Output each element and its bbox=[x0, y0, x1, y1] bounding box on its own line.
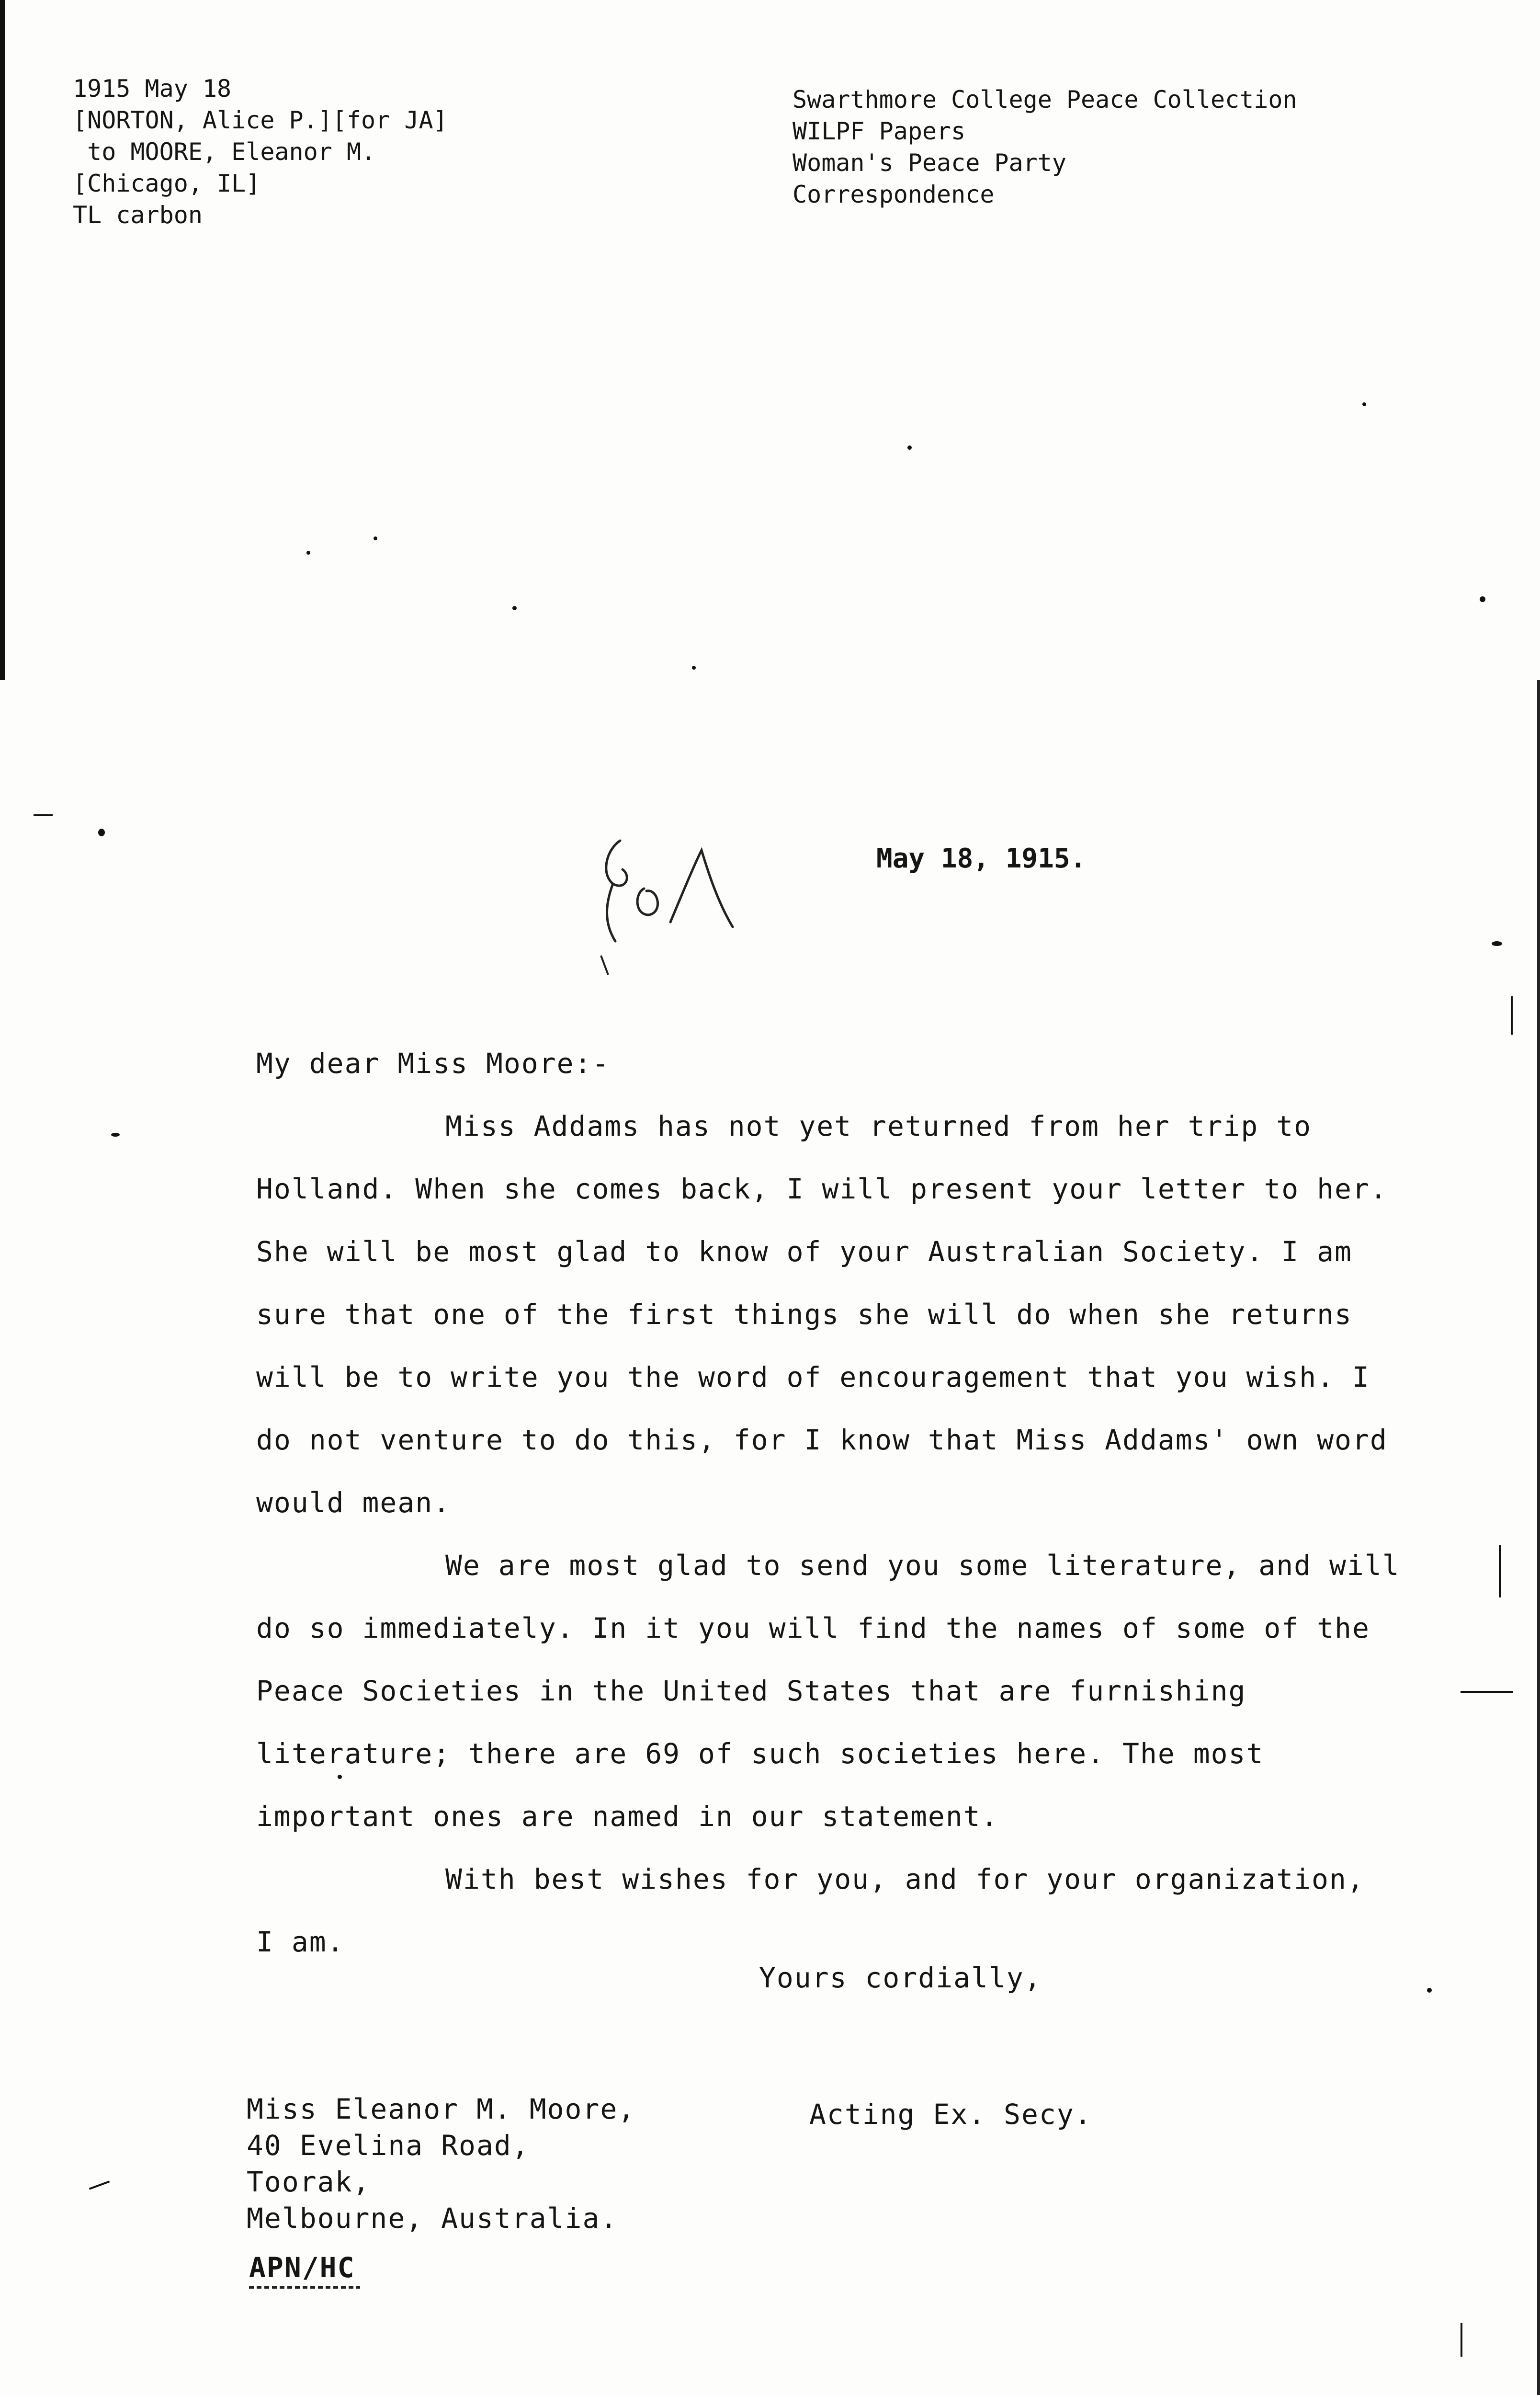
scan-dash bbox=[89, 2180, 110, 2190]
collection-info bbox=[793, 84, 1297, 210]
scan-dash bbox=[1499, 1545, 1501, 1597]
addressee-suburb: Toorak, bbox=[247, 2166, 371, 2198]
scan-speck bbox=[1362, 402, 1366, 406]
scan-speck bbox=[1427, 1988, 1432, 1993]
paragraph-2: We are most glad to send you some literature, and will do so immediately. In it you will find the names of some of the Peace Societies in the United States that are furnishing literature; there are 69 of such societies here. The most important ones are named in our statement. bbox=[256, 1549, 1400, 1833]
scan-speck bbox=[374, 536, 377, 540]
catalog-citation bbox=[73, 73, 448, 231]
scan-dash bbox=[1461, 2323, 1462, 2357]
scan-speck bbox=[907, 445, 912, 450]
addressee-block bbox=[247, 2091, 635, 2236]
closing-line: I am. bbox=[256, 1926, 345, 1958]
scan-speck bbox=[692, 666, 696, 670]
collection-name: Swarthmore College Peace Collection bbox=[793, 86, 1297, 114]
letter-body bbox=[256, 1032, 1415, 1973]
scan-speck bbox=[512, 606, 517, 610]
handwritten-annotation-icon bbox=[587, 831, 759, 975]
collection-papers: WILPF Papers bbox=[793, 117, 966, 145]
scan-border-left bbox=[0, 0, 5, 680]
collection-subseries: Correspondence bbox=[793, 181, 995, 208]
letter-date: May 18, 1915. bbox=[876, 843, 1087, 874]
scan-dash bbox=[1511, 996, 1513, 1035]
scan-speck bbox=[1492, 941, 1502, 946]
addressee-name: Miss Eleanor M. Moore, bbox=[247, 2093, 636, 2125]
addressee-city: Melbourne, Australia. bbox=[247, 2202, 618, 2235]
catalog-date: 1915 May 18 bbox=[73, 75, 232, 103]
catalog-place: [Chicago, IL] bbox=[73, 170, 260, 197]
scan-speck bbox=[98, 829, 105, 836]
scan-dash bbox=[1461, 1691, 1513, 1693]
addressee-street: 40 Evelina Road, bbox=[247, 2129, 530, 2162]
salutation: My dear Miss Moore:- bbox=[256, 1047, 610, 1080]
scan-dash bbox=[34, 814, 53, 816]
collection-series: Woman's Peace Party bbox=[793, 149, 1066, 177]
scan-border-right bbox=[1537, 680, 1540, 2395]
complimentary-close: Yours cordially, bbox=[759, 1962, 1042, 1994]
scan-speck bbox=[338, 1775, 342, 1779]
typist-initials: APN/HC bbox=[249, 2251, 355, 2284]
scan-speck bbox=[306, 551, 310, 555]
scan-speck bbox=[111, 1133, 120, 1137]
catalog-recipient: to MOORE, Eleanor M. bbox=[73, 138, 376, 166]
paragraph-3: With best wishes for you, and for your organization, bbox=[445, 1863, 1365, 1895]
scan-speck bbox=[1480, 596, 1485, 602]
catalog-format: TL carbon bbox=[73, 201, 203, 229]
signature-title: Acting Ex. Secy. bbox=[809, 2098, 1092, 2131]
catalog-author: [NORTON, Alice P.][for JA] bbox=[73, 106, 448, 134]
paragraph-1: Miss Addams has not yet returned from her trip to Holland. When she comes back, I will present your letter to her. She will be most glad to know of your Australian Society. I am sure that one of the first things she will do when she returns will be to write you the word of encouragement that you wish. I do not venture to do this, for I know that Miss Addams' own word would mean. bbox=[256, 1110, 1388, 1519]
